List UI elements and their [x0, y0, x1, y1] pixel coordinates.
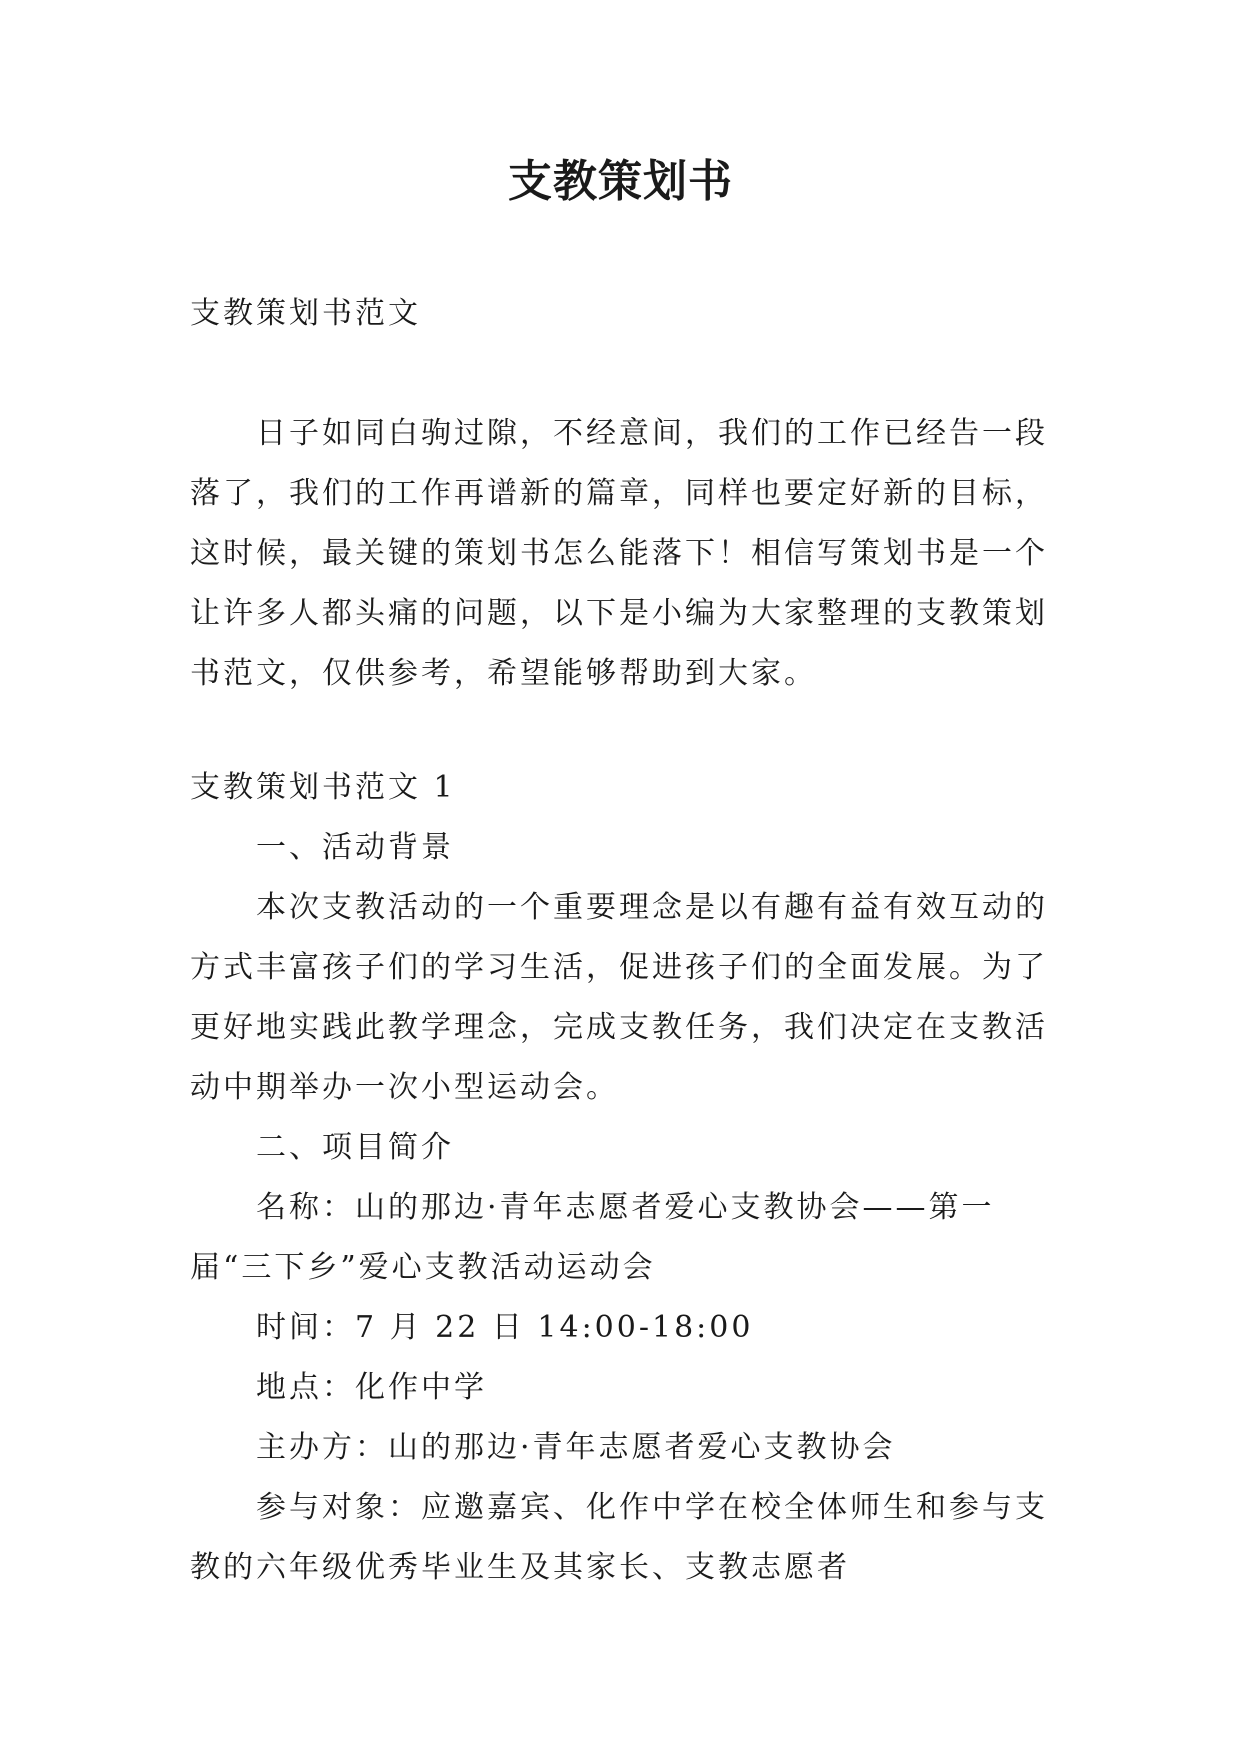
project-organizer: 主办方：山的那边·青年志愿者爱心支教协会	[256, 1430, 896, 1465]
page-title: 支教策划书	[508, 156, 733, 207]
section-heading: 支教策划书范文 1	[190, 770, 456, 805]
project-place: 地点：化作中学	[256, 1370, 487, 1405]
background-heading: 一、活动背景	[256, 830, 454, 865]
project-participants: 参与对象：应邀嘉宾、化作中学在校全体师生和参与支教的六年级优秀毕业生及其家长、支教志愿者	[190, 1490, 1048, 1585]
section-1	[190, 758, 1070, 1598]
project-time: 时间：7 月 22 日 14:00-18:00	[256, 1310, 754, 1345]
project-heading: 二、项目简介	[256, 1130, 454, 1165]
background-paragraph: 本次支教活动的一个重要理念是以有趣有益有效互动的方式丰富孩子们的学习生活，促进孩子们的全面发展。为了更好地实践此教学理念，完成支教任务，我们决定在支教活动中期举办一次小型运动会。	[190, 890, 1048, 1105]
subtitle: 支教策划书范文	[190, 296, 421, 331]
subtitle-block	[190, 284, 1070, 344]
project-name: 名称：山的那边·青年志愿者爱心支教协会——第一届“三下乡”爱心支教活动运动会	[190, 1190, 995, 1285]
intro-paragraph: 日子如同白驹过隙，不经意间，我们的工作已经告一段落了，我们的工作再谱新的篇章，同样也要定好新的目标，这时候，最关键的策划书怎么能落下！相信写策划书是一个让许多人都头痛的问题，以下是小编为大家整理的支教策划书范文，仅供参考，希望能够帮助到大家。	[190, 416, 1048, 691]
intro-block	[190, 404, 1070, 704]
